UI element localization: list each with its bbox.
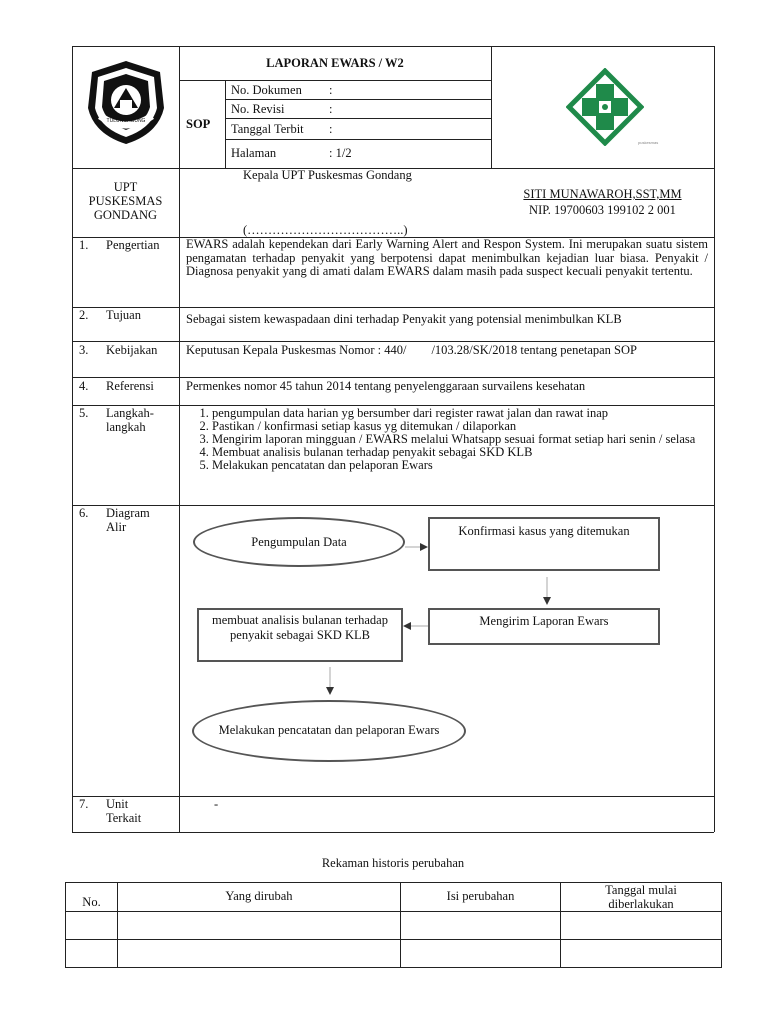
signatory-name: SITI MUNAWAROH,SST,MM (523, 187, 682, 201)
table-header-row (66, 883, 722, 912)
section-label: Tujuan (106, 308, 141, 322)
section-label: Kebijakan (106, 343, 158, 357)
flow-node-confirm-case (428, 517, 660, 571)
col-header-changed: Yang dirubah (118, 883, 401, 912)
flow-node-label: Mengirim Laporan Ewars (479, 614, 609, 628)
flow-node-analysis (197, 608, 403, 662)
field-value: : 1/2 (329, 146, 352, 160)
step-item: 3. Mengirim laporan mingguan / EWARS melalui Whatsapp sesuai format setiap hari senin / selasa (212, 433, 708, 446)
flow-node-collect-data (193, 517, 405, 567)
header-line: Tanggal mulai (605, 883, 677, 897)
table-cell (118, 940, 401, 968)
table-cell (561, 912, 722, 940)
table-cell (561, 940, 722, 968)
approver-title: Kepala UPT Puskesmas Gondang (243, 168, 412, 182)
pengertian-text: EWARS adalah kependekan dari Early Warning Alert and Respon System. Ini merupakan suatu sistem pengamatan terhadap penyakit yang berpotensi dapat menimbulkan kejadian luar biasa. Penyakit / Diagnosa penyakit yang di amati dalam EWARS dalam masih pada suspect kecuali penyakit tertentu. (186, 237, 708, 278)
table-row (66, 940, 722, 968)
section-number: 3. (79, 343, 89, 357)
logo-caption: puskesmas (638, 140, 659, 145)
flow-node-record-report (192, 700, 466, 762)
signature-placeholder: (………………………………..) (243, 223, 408, 237)
section-number: 1. (79, 238, 89, 252)
step-item: 4. Membuat analisis bulanan terhadap penyakit sebagai SKD KLB (212, 446, 708, 459)
label-line: Langkah- (106, 406, 154, 420)
step-item: 2. Pastikan / konfirmasi setiap kasus yg ditemukan / dilaporkan (212, 420, 708, 433)
emblem-banner-text: TULUNGAGUNG (106, 118, 146, 124)
section-number: 5. (79, 406, 89, 420)
flow-node-label: Melakukan pencatatan dan pelaporan Ewars (218, 723, 440, 737)
table-cell (118, 912, 401, 940)
section-label: Referensi (106, 379, 154, 393)
table-cell (401, 940, 561, 968)
org-line: UPT (113, 180, 138, 194)
label-line: Alir (106, 520, 127, 534)
header-line: diberlakukan (608, 897, 674, 911)
field-value: : (329, 83, 333, 97)
org-line: PUSKESMAS (88, 194, 163, 208)
sop-label: SOP (186, 117, 211, 131)
kebijakan-text: Keputusan Kepala Puskesmas Nomor : 440/ /103.28/SK/2018 tentang penetapan SOP (186, 343, 637, 357)
col-header-no: No. (66, 883, 118, 912)
section-label: Pengertian (106, 238, 160, 252)
unit-value: - (214, 797, 219, 811)
section-number: 6. (79, 506, 89, 520)
label-line: Terkait (106, 811, 142, 825)
label-line: langkah (106, 420, 146, 434)
label-line: Unit (106, 797, 129, 811)
label-line: Diagram (106, 506, 150, 520)
history-title: Rekaman historis perubahan (321, 856, 465, 870)
signatory-nip: NIP. 19700603 199102 2 001 (529, 203, 676, 217)
step-item: 5. Melakukan pencatatan dan pelaporan Ewars (212, 459, 708, 472)
history-table (65, 882, 722, 968)
flow-node-label: membuat analisis bulanan terhadap penyakit sebagai SKD KLB (212, 613, 388, 642)
table-cell (401, 912, 561, 940)
table-row (66, 912, 722, 940)
field-label: No. Dokumen (231, 83, 302, 97)
document-title: LAPORAN EWARS / W2 (266, 56, 404, 70)
section-number: 2. (79, 308, 89, 322)
step-item: 1. pengumpulan data harian yg bersumber dari register rawat jalan dan rawat inap (212, 407, 708, 420)
flow-node-send-report (428, 608, 660, 645)
table-cell (66, 940, 118, 968)
col-header-date (561, 883, 722, 912)
table-cell (66, 912, 118, 940)
field-value: : (329, 122, 333, 136)
col-header-content: Isi perubahan (401, 883, 561, 912)
tujuan-text: Sebagai sistem kewaspadaan dini terhadap Penyakit yang potensial menimbulkan KLB (186, 312, 622, 326)
section-label (106, 797, 141, 825)
flow-node-label: Konfirmasi kasus yang ditemukan (458, 524, 630, 538)
section-number: 7. (79, 797, 89, 811)
flow-node-label: Pengumpulan Data (251, 535, 347, 549)
field-label: Tanggal Terbit (231, 122, 304, 136)
field-value: : (329, 102, 333, 116)
section-number: 4. (79, 379, 89, 393)
field-label: Halaman (231, 146, 277, 160)
field-label: No. Revisi (231, 102, 285, 116)
referensi-text: Permenkes nomor 45 tahun 2014 tentang penyelenggaraan survailens kesehatan (186, 379, 586, 393)
org-line: GONDANG (93, 208, 158, 222)
